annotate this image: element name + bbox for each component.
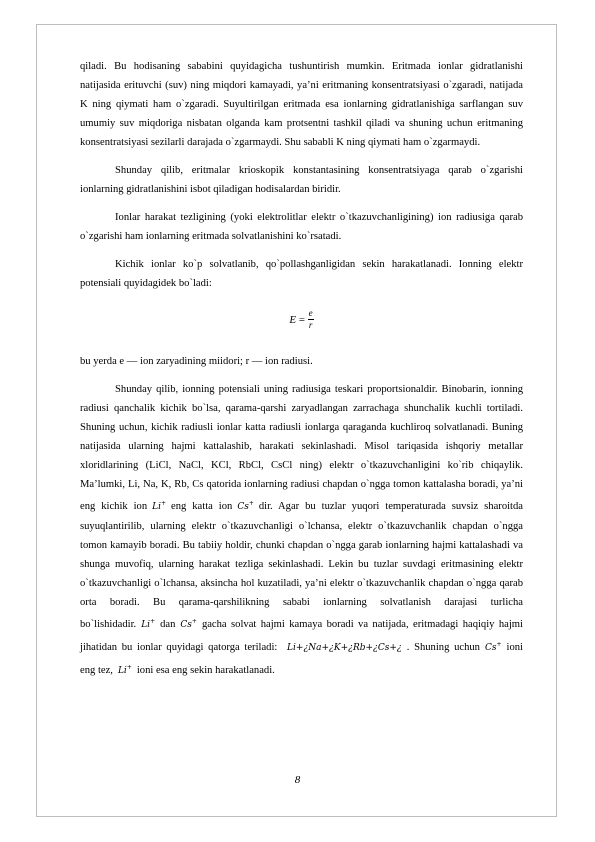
paragraph-4: Kichik ionlar ko`p solvatlanib, qo`pollashganligidan sekin harakatlanadi. Ionning elektr potensiali quyidagidek bo`ladi: — [80, 259, 523, 289]
paragraph-6-part-c: dir. Agar bu tuzlar yuqori temperaturada suvsiz sharoitda suyuqlantirilib, ularning elektr o`tkazuvchanligi o`lchansa, elektr o`tkazuvchanlik chapdan o`ngga tomon kamayib boradi. Bu tabiiy holdir, chunki chapdan o`ngga garab ionlarning hajmi kattalashadi va shunga muvofiq, ularning harakat tezliga sekinlashadi. Lekin bu tuzlar suvdagi eritmasining elektr o`tkazuvchanligi o`lchansa, aksincha hol kuzatiladi, ya’ni elektr o`tkazuvchanlik chapdan o`ngga qarab orta boradi. Bu qarama-qarshilikning sababi ionlarning solvatlanish darajasi turlicha bo`lishidadir. — [80, 501, 523, 630]
paragraph-6-part-d: dan — [160, 619, 176, 630]
paragraph-6-part-e: gacha solvat hajmi kamaya boradi va natijada, eritmadagi haqiqiy hajmi jihatidan bu ionlar quyidagi qatorga teriladi: — [80, 619, 523, 653]
paragraph-1: qiladi. Bu hodisaning sababini quyidagicha tushuntirish mumkin. Eritmada ionlar gidratlanishi natijasida erituvchi (suv) ning miqdori kamayadi, ya’ni eritmaning konsentratsiyasi o`zgaradi, natijada K ning qiymati ham o`zgaradi. Suyultirilgan eritmada esa ionlarning gidratlanishiga sarflangan suv umumiy suv miqdoriga nisbatan olganda kam protsentni tashkil qiladi va shuning uchun eritmaning konsentratsiyasi sezilarli darajada o`zgarmaydi. Shu sababli K ning qiymati ham o`zgarmaydi. — [80, 61, 523, 148]
paragraph-6-part-f: . Shuning uchun — [406, 642, 480, 653]
formula-equals: = — [298, 313, 306, 326]
ion-li: Li+ — [152, 500, 167, 512]
paragraph-6-part-g: ioni eng tez, — [80, 642, 523, 676]
formula-numerator: e — [308, 308, 313, 318]
ion-cs-2: Cs+ — [180, 618, 197, 630]
paragraph-6-part-a: Shunday qilib, ionning potensiali uning radiusiga teskari proportsionaldir. Binobarin, ionning radiusi qanchalik kichik bo`lsa, qarama-qarshi zaryadlangan zarrachaga shunchalik kuchli tortiladi. Shuning uchun, kichik radiusli ionlar katta radiusli ionlarga qaraganda kuchliroq solvatlanadi. Buning natijasida ularning hajmi kattalashib, harakati sekinlashadi. Misol tariqasida ishqoriy metallar xloridlarining (LiCl, NaCl, KCl, RbCl, CsCl ning) elektr o`tkazuvchanligini ko`rib chiqaylik. Ma’lumki, Li, Na, K, Rb, Cs qatorida ionlarning radiusi chapdan o`ngga tomon kattalasha boradi, ya’ni eng kichik ion — [80, 384, 523, 512]
paragraph-3: Ionlar harakat tezligining (yoki elektrolitlar elektr o`tkazuvchanligining) ion radiusiga qarab o`zgarishi ham ionlarning eritmada solvatlanishini ko`rsatadi. — [80, 212, 523, 242]
ion-cs: Cs+ — [237, 500, 254, 512]
page-number: 8 — [294, 774, 301, 786]
potential-formula — [80, 302, 523, 342]
paragraph-5: bu yerda e — ion zaryadining miidori; r — ion radiusi. — [80, 356, 313, 367]
document-body — [80, 57, 523, 690]
ion-cs-3: Cs+ — [484, 641, 502, 653]
ion-li-2: Li+ — [141, 618, 156, 630]
formula-fraction — [308, 308, 314, 331]
formula-lhs: E — [289, 313, 297, 326]
ion-series: Li+¿Na+¿K+¿Rb+¿Cs+¿ — [287, 643, 402, 653]
ion-li-3: Li+ — [117, 664, 132, 676]
paragraph-6-part-h: ioni esa eng sekin harakatlanadi. — [136, 665, 275, 676]
paragraph-6-part-b: eng katta ion — [171, 501, 233, 512]
paragraph-2: Shunday qilib, eritmalar krioskopik konstantasining konsentratsiyaga qarab o`zgarishi ionlarning gidratlanishini isbot qiladigan hodisalardan biridir. — [80, 165, 523, 195]
paragraph-6 — [80, 380, 523, 681]
formula-denominator: r — [308, 320, 313, 330]
